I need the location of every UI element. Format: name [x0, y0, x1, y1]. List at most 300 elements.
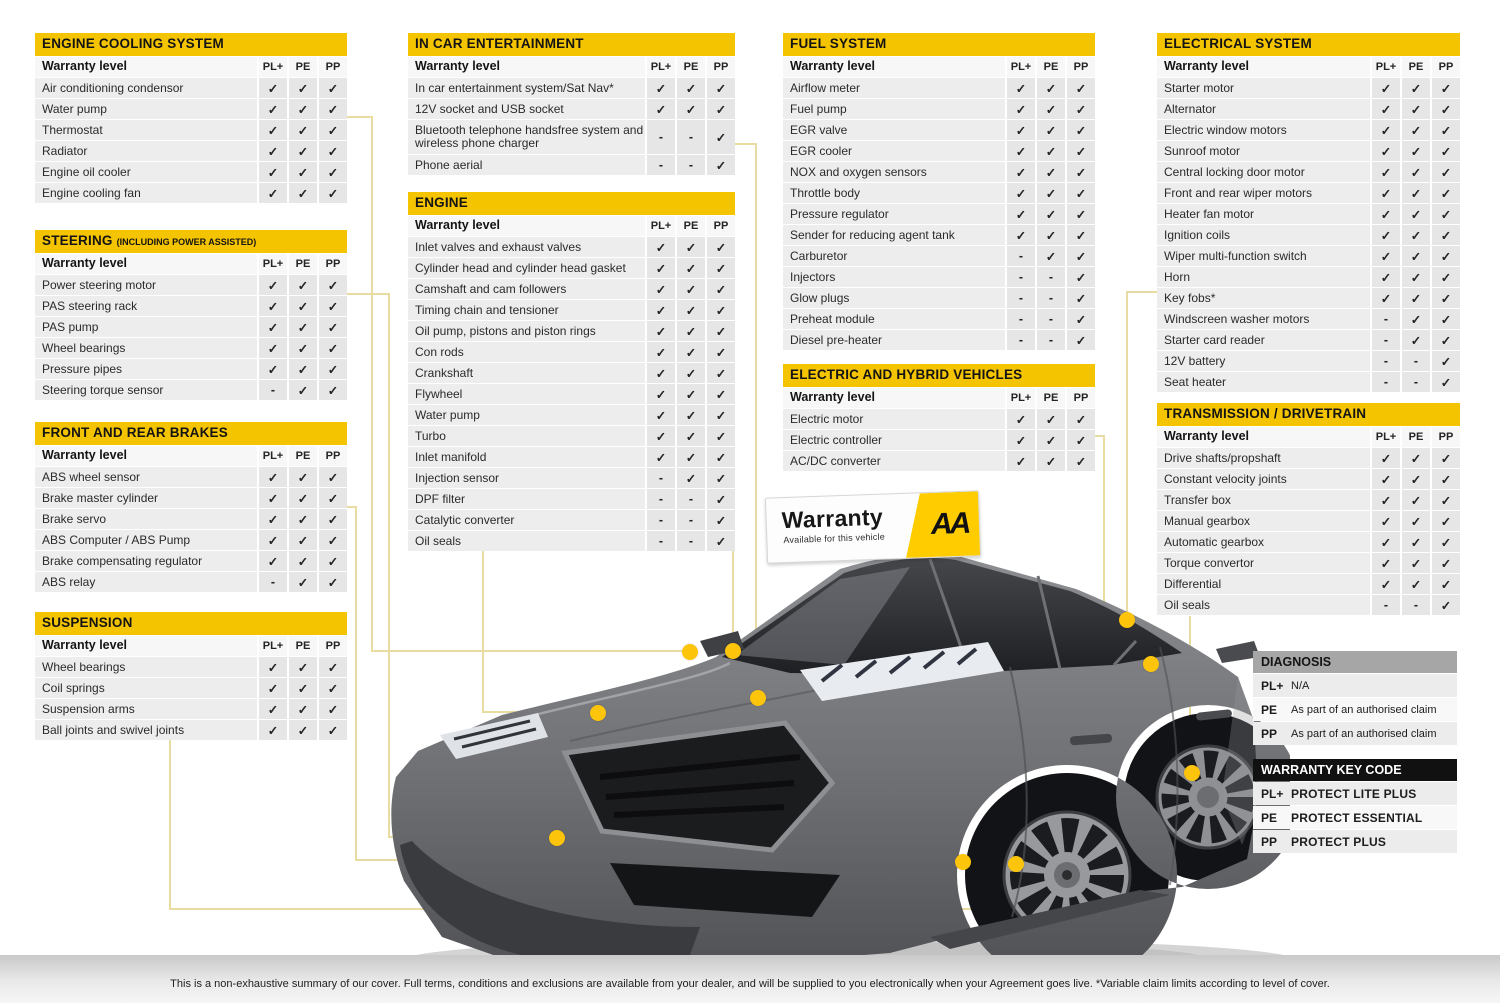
covered-check-icon: ✓	[319, 720, 347, 740]
table-title: FUEL SYSTEM	[783, 33, 1095, 56]
covered-check-icon: ✓	[1402, 267, 1430, 287]
not-covered-mark: -	[1372, 309, 1400, 329]
component-row	[1157, 162, 1460, 182]
column-header: PL+	[1372, 57, 1400, 77]
roof-sign-subtitle: Available for this vehicle	[783, 531, 886, 546]
covered-check-icon: ✓	[289, 275, 317, 295]
component-row	[1157, 330, 1460, 350]
column-header: PL+	[1372, 427, 1400, 447]
warranty-level-label: Warranty level	[1157, 427, 1370, 447]
covered-check-icon: ✓	[1372, 532, 1400, 552]
warranty-level-label: Warranty level	[408, 57, 645, 77]
covered-check-icon: ✓	[1402, 448, 1430, 468]
component-row	[35, 488, 347, 508]
component-label: Preheat module	[783, 309, 1005, 329]
warranty-level-label: Warranty level	[783, 57, 1005, 77]
column-header: PE	[289, 57, 317, 77]
covered-check-icon: ✓	[1402, 162, 1430, 182]
component-row	[1157, 372, 1460, 392]
table-header-row	[408, 57, 735, 77]
column-header: PP	[707, 57, 735, 77]
covered-check-icon: ✓	[1402, 288, 1430, 308]
covered-check-icon: ✓	[1432, 574, 1460, 594]
covered-check-icon: ✓	[707, 155, 735, 175]
covered-check-icon: ✓	[647, 99, 675, 119]
warranty-level-label: Warranty level	[408, 216, 645, 236]
table-title: ENGINE	[408, 192, 735, 215]
component-row	[35, 359, 347, 379]
not-covered-mark: -	[1007, 267, 1035, 287]
covered-check-icon: ✓	[1402, 141, 1430, 161]
component-label: Oil seals	[1157, 595, 1370, 615]
component-label: Automatic gearbox	[1157, 532, 1370, 552]
covered-check-icon: ✓	[1402, 204, 1430, 224]
component-row	[1157, 511, 1460, 531]
table-header-row	[1157, 427, 1460, 447]
table-title: FRONT AND REAR BRAKES	[35, 422, 347, 445]
component-row	[408, 363, 735, 383]
component-row	[783, 225, 1095, 245]
component-label: Ball joints and swivel joints	[35, 720, 257, 740]
covered-check-icon: ✓	[1402, 469, 1430, 489]
table-header-row	[35, 636, 347, 656]
column-header: PP	[1432, 427, 1460, 447]
component-row	[35, 317, 347, 337]
component-row	[1157, 288, 1460, 308]
covered-check-icon: ✓	[1432, 204, 1460, 224]
covered-check-icon: ✓	[289, 317, 317, 337]
not-covered-mark: -	[1372, 595, 1400, 615]
covered-check-icon: ✓	[319, 99, 347, 119]
covered-check-icon: ✓	[289, 572, 317, 592]
covered-check-icon: ✓	[319, 530, 347, 550]
component-label: Steering torque sensor	[35, 380, 257, 400]
covered-check-icon: ✓	[289, 78, 317, 98]
not-covered-mark: -	[647, 531, 675, 551]
diagnosis-title: DIAGNOSIS	[1253, 651, 1457, 673]
level-code: PP	[1261, 726, 1278, 741]
component-label: Inlet valves and exhaust valves	[408, 237, 645, 257]
table-title: IN CAR ENTERTAINMENT	[408, 33, 735, 56]
column-header: PP	[1432, 57, 1460, 77]
component-label: Radiator	[35, 141, 257, 161]
component-row	[783, 183, 1095, 203]
covered-check-icon: ✓	[319, 359, 347, 379]
component-row	[35, 572, 347, 592]
covered-check-icon: ✓	[319, 275, 347, 295]
covered-check-icon: ✓	[1402, 120, 1430, 140]
warranty-level-label: Warranty level	[35, 446, 257, 466]
component-row	[408, 237, 735, 257]
component-row	[35, 467, 347, 487]
aa-logo: AA	[906, 491, 981, 558]
covered-check-icon: ✓	[289, 120, 317, 140]
table-header-row	[783, 388, 1095, 408]
not-covered-mark: -	[259, 380, 287, 400]
component-label: Front and rear wiper motors	[1157, 183, 1370, 203]
covered-check-icon: ✓	[289, 551, 317, 571]
covered-check-icon: ✓	[1402, 553, 1430, 573]
component-row	[35, 699, 347, 719]
covered-check-icon: ✓	[319, 551, 347, 571]
component-row	[1157, 120, 1460, 140]
component-row	[35, 99, 347, 119]
covered-check-icon: ✓	[1432, 225, 1460, 245]
covered-check-icon: ✓	[647, 426, 675, 446]
covered-check-icon: ✓	[289, 720, 317, 740]
component-label: Wiper multi-function switch	[1157, 246, 1370, 266]
covered-check-icon: ✓	[1067, 267, 1095, 287]
covered-check-icon: ✓	[1432, 162, 1460, 182]
covered-check-icon: ✓	[707, 447, 735, 467]
level-desc: As part of an authorised claim	[1291, 703, 1437, 716]
component-label: Turbo	[408, 426, 645, 446]
component-label: ABS wheel sensor	[35, 467, 257, 487]
component-label: Camshaft and cam followers	[408, 279, 645, 299]
covered-check-icon: ✓	[1432, 330, 1460, 350]
covered-check-icon: ✓	[1372, 553, 1400, 573]
covered-check-icon: ✓	[1432, 553, 1460, 573]
component-row	[408, 384, 735, 404]
covered-check-icon: ✓	[259, 720, 287, 740]
component-row	[408, 489, 735, 509]
covered-check-icon: ✓	[319, 317, 347, 337]
covered-check-icon: ✓	[1372, 204, 1400, 224]
component-label: Electric controller	[783, 430, 1005, 450]
covered-check-icon: ✓	[259, 296, 287, 316]
covered-check-icon: ✓	[1432, 532, 1460, 552]
component-label: Glow plugs	[783, 288, 1005, 308]
covered-check-icon: ✓	[1007, 120, 1035, 140]
covered-check-icon: ✓	[707, 489, 735, 509]
covered-check-icon: ✓	[259, 78, 287, 98]
column-header: PL+	[259, 446, 287, 466]
component-row	[1157, 78, 1460, 98]
component-label: Air conditioning condensor	[35, 78, 257, 98]
component-label: In car entertainment system/Sat Nav*	[408, 78, 645, 98]
covered-check-icon: ✓	[677, 78, 705, 98]
component-row	[783, 451, 1095, 471]
component-row	[783, 246, 1095, 266]
covered-check-icon: ✓	[677, 279, 705, 299]
covered-check-icon: ✓	[1402, 246, 1430, 266]
table-ice	[408, 33, 735, 175]
component-label: Windscreen washer motors	[1157, 309, 1370, 329]
not-covered-mark: -	[677, 155, 705, 175]
covered-check-icon: ✓	[1432, 183, 1460, 203]
not-covered-mark: -	[647, 510, 675, 530]
covered-check-icon: ✓	[289, 359, 317, 379]
not-covered-mark: -	[1402, 595, 1430, 615]
covered-check-icon: ✓	[259, 338, 287, 358]
covered-check-icon: ✓	[1037, 204, 1065, 224]
covered-check-icon: ✓	[647, 342, 675, 362]
component-label: PAS steering rack	[35, 296, 257, 316]
not-covered-mark: -	[1007, 309, 1035, 329]
component-row	[408, 78, 735, 98]
covered-check-icon: ✓	[1402, 78, 1430, 98]
connector-line	[169, 737, 171, 910]
component-row	[1157, 574, 1460, 594]
covered-check-icon: ✓	[647, 363, 675, 383]
warranty-level-label: Warranty level	[1157, 57, 1370, 77]
callout-dot	[682, 644, 698, 660]
covered-check-icon: ✓	[1432, 288, 1460, 308]
callout-dot	[1184, 765, 1200, 781]
component-row	[1157, 532, 1460, 552]
component-row	[1157, 246, 1460, 266]
table-suspension	[35, 612, 347, 740]
component-label: Crankshaft	[408, 363, 645, 383]
component-row	[408, 342, 735, 362]
not-covered-mark: -	[677, 510, 705, 530]
covered-check-icon: ✓	[1432, 490, 1460, 510]
table-header-row	[35, 446, 347, 466]
covered-check-icon: ✓	[677, 321, 705, 341]
component-label: Throttle body	[783, 183, 1005, 203]
covered-check-icon: ✓	[1067, 246, 1095, 266]
component-row	[35, 338, 347, 358]
covered-check-icon: ✓	[319, 296, 347, 316]
covered-check-icon: ✓	[289, 141, 317, 161]
covered-check-icon: ✓	[647, 405, 675, 425]
covered-check-icon: ✓	[1067, 99, 1095, 119]
component-label: AC/DC converter	[783, 451, 1005, 471]
covered-check-icon: ✓	[1007, 409, 1035, 429]
component-label: EGR valve	[783, 120, 1005, 140]
column-header: PP	[1067, 388, 1095, 408]
component-label: Torque convertor	[1157, 553, 1370, 573]
component-row	[35, 275, 347, 295]
column-header: PE	[289, 636, 317, 656]
component-label: NOX and oxygen sensors	[783, 162, 1005, 182]
covered-check-icon: ✓	[319, 338, 347, 358]
component-label: ABS Computer / ABS Pump	[35, 530, 257, 550]
covered-check-icon: ✓	[259, 183, 287, 203]
covered-check-icon: ✓	[707, 237, 735, 257]
component-label: Con rods	[408, 342, 645, 362]
covered-check-icon: ✓	[1372, 574, 1400, 594]
component-label: Suspension arms	[35, 699, 257, 719]
covered-check-icon: ✓	[1067, 288, 1095, 308]
covered-check-icon: ✓	[707, 426, 735, 446]
column-header: PE	[1037, 388, 1065, 408]
covered-check-icon: ✓	[259, 467, 287, 487]
column-header: PP	[319, 446, 347, 466]
component-row	[1157, 448, 1460, 468]
component-row	[783, 409, 1095, 429]
component-label: Brake compensating regulator	[35, 551, 257, 571]
component-label: Sender for reducing agent tank	[783, 225, 1005, 245]
component-label: Thermostat	[35, 120, 257, 140]
covered-check-icon: ✓	[707, 279, 735, 299]
component-row	[783, 141, 1095, 161]
covered-check-icon: ✓	[707, 99, 735, 119]
level-name: PROTECT PLUS	[1291, 834, 1387, 849]
covered-check-icon: ✓	[319, 120, 347, 140]
not-covered-mark: -	[677, 489, 705, 509]
covered-check-icon: ✓	[677, 468, 705, 488]
table-fuel	[783, 33, 1095, 350]
column-header: PE	[289, 446, 317, 466]
component-label: Bluetooth telephone handsfree system and wireless phone charger	[408, 120, 645, 154]
component-row	[1157, 553, 1460, 573]
covered-check-icon: ✓	[259, 162, 287, 182]
covered-check-icon: ✓	[259, 275, 287, 295]
not-covered-mark: -	[1372, 351, 1400, 371]
component-row	[35, 141, 347, 161]
component-row	[408, 321, 735, 341]
callout-dot	[1119, 612, 1135, 628]
component-label: Drive shafts/propshaft	[1157, 448, 1370, 468]
component-row	[783, 430, 1095, 450]
car-illustration	[370, 545, 1290, 980]
covered-check-icon: ✓	[1372, 448, 1400, 468]
covered-check-icon: ✓	[707, 405, 735, 425]
covered-check-icon: ✓	[707, 78, 735, 98]
not-covered-mark: -	[1037, 288, 1065, 308]
component-label: Engine oil cooler	[35, 162, 257, 182]
covered-check-icon: ✓	[707, 531, 735, 551]
component-row	[783, 330, 1095, 350]
covered-check-icon: ✓	[1432, 309, 1460, 329]
component-row	[35, 296, 347, 316]
not-covered-mark: -	[1007, 288, 1035, 308]
covered-check-icon: ✓	[1037, 451, 1065, 471]
covered-check-icon: ✓	[1432, 120, 1460, 140]
covered-check-icon: ✓	[677, 426, 705, 446]
covered-check-icon: ✓	[1067, 330, 1095, 350]
covered-check-icon: ✓	[1067, 78, 1095, 98]
component-row	[35, 162, 347, 182]
component-row	[783, 288, 1095, 308]
column-header: PP	[1067, 57, 1095, 77]
covered-check-icon: ✓	[1372, 120, 1400, 140]
covered-check-icon: ✓	[1067, 120, 1095, 140]
column-header: PE	[1402, 57, 1430, 77]
warranty-level-label: Warranty level	[35, 636, 257, 656]
component-label: Fuel pump	[783, 99, 1005, 119]
component-row	[783, 267, 1095, 287]
component-label: Electric window motors	[1157, 120, 1370, 140]
covered-check-icon: ✓	[319, 699, 347, 719]
covered-check-icon: ✓	[1067, 162, 1095, 182]
covered-check-icon: ✓	[1372, 183, 1400, 203]
component-row	[1157, 469, 1460, 489]
column-header: PL+	[647, 216, 675, 236]
not-covered-mark: -	[647, 155, 675, 175]
component-row	[1157, 267, 1460, 287]
level-code: PL+	[1261, 678, 1284, 693]
covered-check-icon: ✓	[1067, 204, 1095, 224]
covered-check-icon: ✓	[1037, 162, 1065, 182]
covered-check-icon: ✓	[1402, 183, 1430, 203]
covered-check-icon: ✓	[1402, 99, 1430, 119]
covered-check-icon: ✓	[1372, 469, 1400, 489]
component-row	[35, 530, 347, 550]
covered-check-icon: ✓	[1067, 409, 1095, 429]
covered-check-icon: ✓	[1402, 330, 1430, 350]
covered-check-icon: ✓	[647, 300, 675, 320]
component-row	[783, 204, 1095, 224]
level-desc: N/A	[1291, 679, 1310, 692]
level-code: PE	[1261, 702, 1278, 717]
covered-check-icon: ✓	[1037, 120, 1065, 140]
table-header-row	[1157, 57, 1460, 77]
component-row	[408, 426, 735, 446]
covered-check-icon: ✓	[647, 279, 675, 299]
covered-check-icon: ✓	[707, 363, 735, 383]
component-row	[35, 183, 347, 203]
level-name: PROTECT ESSENTIAL	[1291, 810, 1423, 825]
table-steering	[35, 230, 347, 400]
component-label: Seat heater	[1157, 372, 1370, 392]
covered-check-icon: ✓	[677, 99, 705, 119]
covered-check-icon: ✓	[1067, 309, 1095, 329]
covered-check-icon: ✓	[1007, 183, 1035, 203]
covered-check-icon: ✓	[1007, 78, 1035, 98]
covered-check-icon: ✓	[1067, 141, 1095, 161]
covered-check-icon: ✓	[319, 141, 347, 161]
covered-check-icon: ✓	[1432, 372, 1460, 392]
table-title: ELECTRICAL SYSTEM	[1157, 33, 1460, 56]
covered-check-icon: ✓	[289, 467, 317, 487]
column-header: PL+	[259, 636, 287, 656]
component-row	[408, 155, 735, 175]
covered-check-icon: ✓	[1432, 469, 1460, 489]
column-header: PL+	[1007, 388, 1035, 408]
covered-check-icon: ✓	[707, 384, 735, 404]
warranty-key-code-title: WARRANTY KEY CODE	[1253, 759, 1457, 781]
table-title: TRANSMISSION / DRIVETRAIN	[1157, 403, 1460, 426]
connector-line	[345, 293, 390, 295]
covered-check-icon: ✓	[259, 530, 287, 550]
key-code-row	[1253, 830, 1457, 853]
component-row	[1157, 490, 1460, 510]
covered-check-icon: ✓	[677, 447, 705, 467]
connector-line	[735, 143, 757, 145]
covered-check-icon: ✓	[319, 183, 347, 203]
covered-check-icon: ✓	[319, 78, 347, 98]
component-label: Electric motor	[783, 409, 1005, 429]
covered-check-icon: ✓	[677, 300, 705, 320]
component-label: Catalytic converter	[408, 510, 645, 530]
component-row	[408, 120, 735, 154]
component-label: Coil springs	[35, 678, 257, 698]
component-label: 12V socket and USB socket	[408, 99, 645, 119]
covered-check-icon: ✓	[707, 120, 735, 154]
column-header: PP	[319, 57, 347, 77]
covered-check-icon: ✓	[677, 258, 705, 278]
table-electrical	[1157, 33, 1460, 392]
covered-check-icon: ✓	[1432, 99, 1460, 119]
warranty-level-label: Warranty level	[35, 254, 257, 274]
not-covered-mark: -	[647, 468, 675, 488]
covered-check-icon: ✓	[259, 509, 287, 529]
component-row	[1157, 204, 1460, 224]
roof-sign	[765, 490, 981, 563]
table-header-row	[408, 216, 735, 236]
component-row	[408, 447, 735, 467]
column-header: PP	[707, 216, 735, 236]
covered-check-icon: ✓	[1372, 246, 1400, 266]
covered-check-icon: ✓	[259, 120, 287, 140]
component-row	[1157, 225, 1460, 245]
component-label: Starter card reader	[1157, 330, 1370, 350]
covered-check-icon: ✓	[1372, 162, 1400, 182]
connector-line	[1127, 291, 1157, 293]
component-label: DPF filter	[408, 489, 645, 509]
